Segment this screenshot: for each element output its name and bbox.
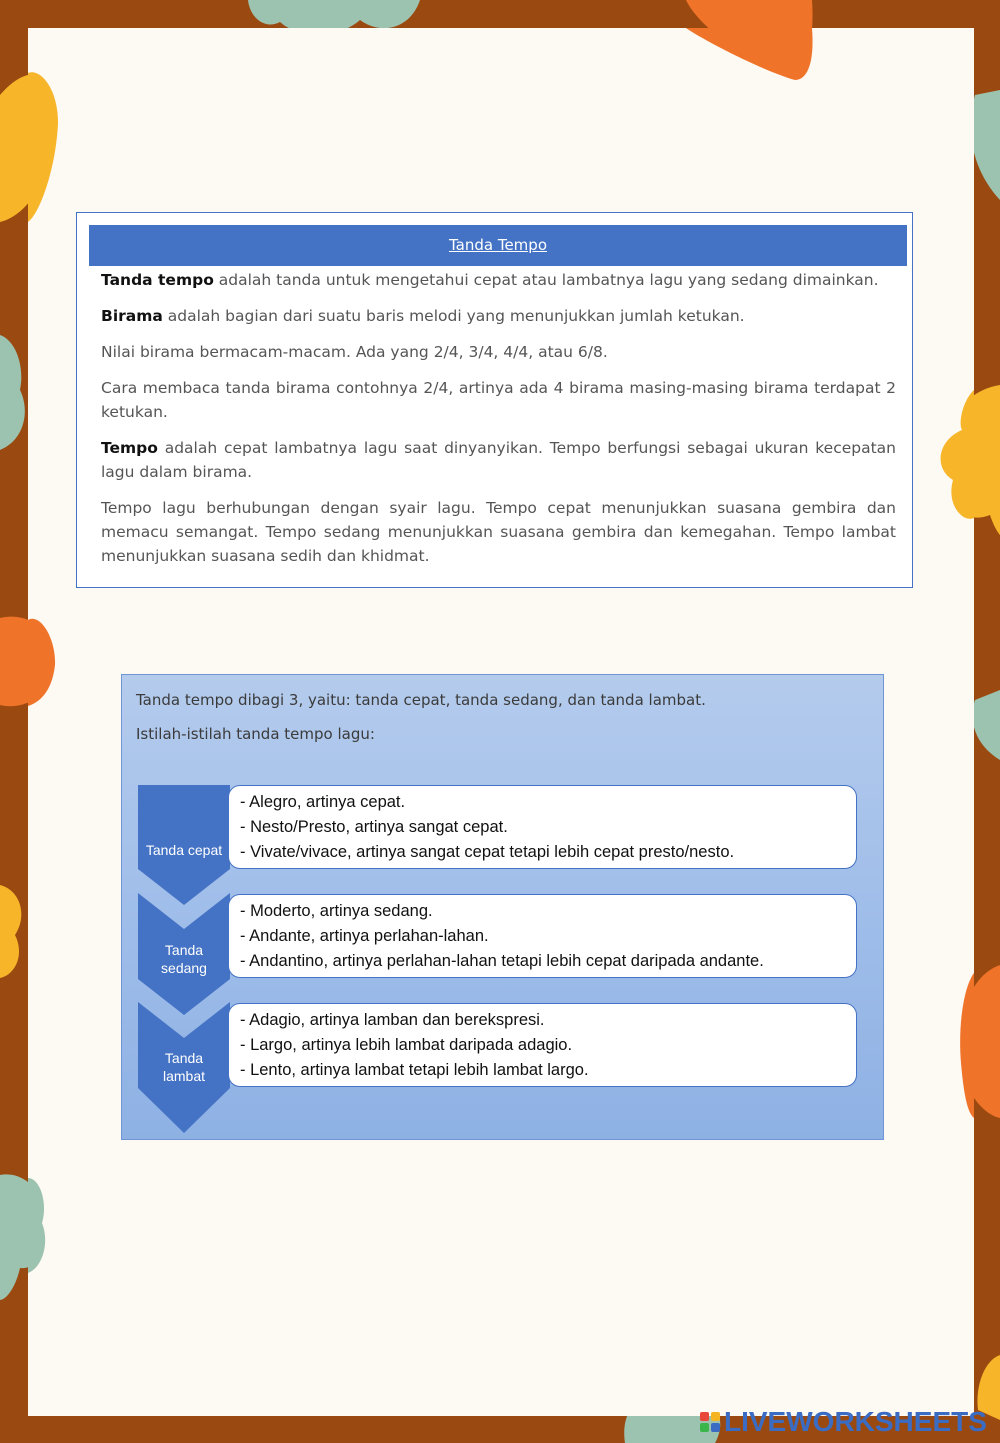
box2-intro	[136, 683, 866, 751]
term-tanda-tempo: Tanda tempo	[101, 271, 214, 289]
list-item: - Vivate/vivace, artinya sangat cepat tetapi lebih cepat presto/nesto.	[240, 843, 735, 861]
list-item: - Andante, artinya perlahan-lahan.	[240, 927, 489, 945]
paragraph-tanda-tempo	[101, 268, 896, 292]
list-item: - Lento, artinya lambat tetapi lebih lambat largo.	[240, 1061, 589, 1079]
leaf-orange-top-right-overlap	[686, 28, 813, 80]
definition-text: adalah tanda untuk mengetahui cepat atau lambatnya lagu yang sedang dimainkan.	[213, 271, 879, 289]
leaf-orange-right-overlap	[960, 973, 974, 1118]
liveworksheets-logo-icon	[700, 1412, 720, 1432]
paragraph-tempo	[101, 436, 896, 484]
watermark-text: LIVEWORKSHEETS	[724, 1406, 987, 1437]
leaf-yellow-right-overlap	[941, 390, 974, 519]
definition-text: adalah cepat lambatnya lagu saat dinyanyikan. Tempo berfungsi sebagai ukuran kecepatan lagu dalam birama.	[101, 439, 896, 481]
tanda-tempo-info-box	[76, 212, 913, 588]
leaf-orange-left-overlap	[28, 619, 55, 706]
label-tanda-cepat: Tanda cepat	[145, 842, 223, 858]
box1-body	[101, 268, 896, 580]
paragraph-text: Tempo lagu berhubungan dengan syair lagu. Tempo cepat menunjukkan suasana gembira dan memacu semangat. Tempo sedang menunjukkan suasana gembira dan kemegahan. Tempo lambat menunjukkan suasana sedih dan khidmat.	[101, 499, 896, 565]
label-tanda-lambat: Tanda lambat	[162, 1050, 206, 1084]
definition-text: adalah bagian dari suatu baris melodi yang menunjukkan jumlah ketukan.	[162, 307, 745, 325]
leaf-teal-bottom-left-overlap	[28, 1178, 45, 1273]
paragraph-cara-membaca	[101, 376, 896, 424]
paragraph-tempo-syair	[101, 496, 896, 568]
list-item: - Andantino, artinya perlahan-lahan tetapi lebih cepat daripada andante.	[240, 952, 764, 970]
tanda-sedang-list	[228, 894, 857, 978]
paragraph-text: Nilai birama bermacam-macam. Ada yang 2/4, 3/4, 4/4, atau 6/8.	[101, 343, 608, 361]
paragraph-text: Cara membaca tanda birama contohnya 2/4, artinya ada 4 birama masing-masing birama terdapat 2 ketukan.	[101, 379, 896, 421]
paragraph-nilai-birama	[101, 340, 896, 364]
term-birama: Birama	[101, 307, 163, 325]
list-item: - Adagio, artinya lamban dan berekspresi.	[240, 1011, 545, 1029]
box1-title: Tanda Tempo	[89, 225, 907, 266]
label-tanda-sedang: Tanda sedang	[161, 942, 207, 976]
liveworksheets-watermark[interactable]	[700, 1405, 987, 1439]
intro-line-1: Tanda tempo dibagi 3, yaitu: tanda cepat, tanda sedang, dan tanda lambat.	[136, 691, 706, 709]
intro-line-2: Istilah-istilah tanda tempo lagu:	[136, 725, 375, 743]
paragraph-birama	[101, 304, 896, 328]
list-item: - Nesto/Presto, artinya sangat cepat.	[240, 818, 508, 836]
leaf-yellow-top-left-overlap	[28, 72, 58, 222]
list-item: - Largo, artinya lebih lambat daripada adagio.	[240, 1036, 573, 1054]
tanda-lambat-list	[228, 1003, 857, 1087]
term-tempo: Tempo	[101, 439, 158, 457]
tanda-cepat-list	[228, 785, 857, 869]
list-item: - Alegro, artinya cepat.	[240, 793, 406, 811]
list-item: - Moderto, artinya sedang.	[240, 902, 433, 920]
